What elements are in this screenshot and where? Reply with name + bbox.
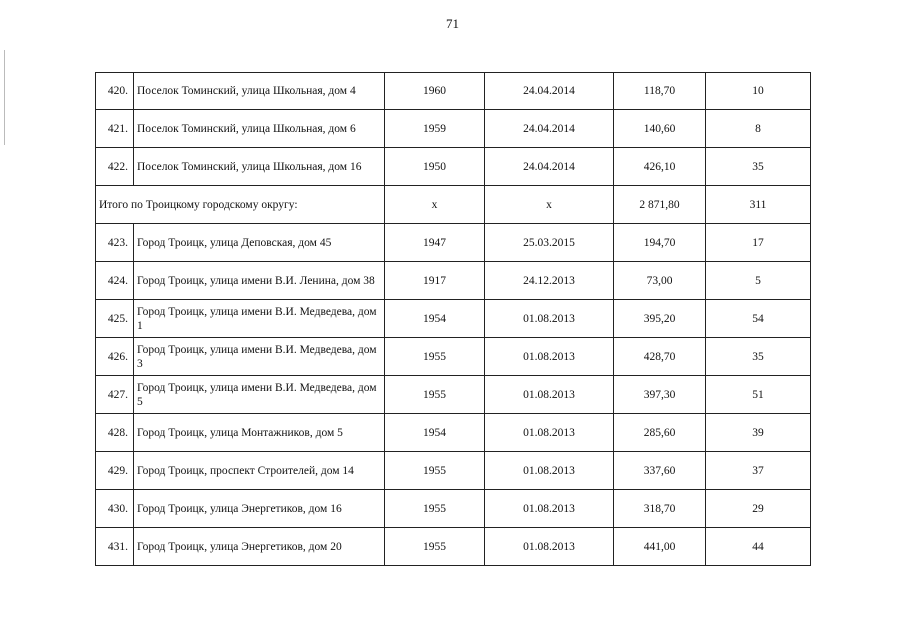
row-number: 429. xyxy=(96,452,134,490)
subtotal-area: 2 871,80 xyxy=(614,186,706,224)
row-year: 1950 xyxy=(385,148,485,186)
row-address: Город Троицк, улица Деповская, дом 45 xyxy=(134,224,385,262)
row-address: Город Троицк, улица имени В.И. Медведева, дом 5 xyxy=(134,376,385,414)
row-residents: 5 xyxy=(706,262,811,300)
row-address: Город Троицк, улица имени В.И. Медведева, дом 3 xyxy=(134,338,385,376)
row-number: 425. xyxy=(96,300,134,338)
row-number: 422. xyxy=(96,148,134,186)
row-number: 420. xyxy=(96,73,134,110)
row-number: 431. xyxy=(96,528,134,566)
row-address: Город Троицк, улица Монтажников, дом 5 xyxy=(134,414,385,452)
row-year: 1917 xyxy=(385,262,485,300)
table-row xyxy=(96,528,811,566)
row-residents: 35 xyxy=(706,338,811,376)
row-address: Город Троицк, улица Энергетиков, дом 20 xyxy=(134,528,385,566)
row-date: 01.08.2013 xyxy=(485,490,614,528)
table-row xyxy=(96,338,811,376)
row-address: Город Троицк, улица имени В.И. Ленина, дом 38 xyxy=(134,262,385,300)
row-address: Поселок Томинский, улица Школьная, дом 16 xyxy=(134,148,385,186)
row-residents: 51 xyxy=(706,376,811,414)
row-year: 1955 xyxy=(385,338,485,376)
table-row xyxy=(96,262,811,300)
row-area: 285,60 xyxy=(614,414,706,452)
row-date: 01.08.2013 xyxy=(485,528,614,566)
row-date: 01.08.2013 xyxy=(485,300,614,338)
row-year: 1955 xyxy=(385,490,485,528)
table-row xyxy=(96,110,811,148)
row-residents: 8 xyxy=(706,110,811,148)
row-address: Город Троицк, улица имени В.И. Медведева, дом 1 xyxy=(134,300,385,338)
row-area: 140,60 xyxy=(614,110,706,148)
row-address: Поселок Томинский, улица Школьная, дом 6 xyxy=(134,110,385,148)
row-area: 73,00 xyxy=(614,262,706,300)
row-address: Поселок Томинский, улица Школьная, дом 4 xyxy=(134,73,385,110)
row-date: 24.12.2013 xyxy=(485,262,614,300)
row-date: 24.04.2014 xyxy=(485,110,614,148)
row-year: 1960 xyxy=(385,73,485,110)
row-residents: 39 xyxy=(706,414,811,452)
row-date: 01.08.2013 xyxy=(485,414,614,452)
row-area: 395,20 xyxy=(614,300,706,338)
row-residents: 10 xyxy=(706,73,811,110)
row-address: Город Троицк, улица Энергетиков, дом 16 xyxy=(134,490,385,528)
subtotal-date: х xyxy=(485,186,614,224)
row-year: 1954 xyxy=(385,414,485,452)
table-row xyxy=(96,148,811,186)
row-number: 430. xyxy=(96,490,134,528)
row-residents: 44 xyxy=(706,528,811,566)
row-residents: 37 xyxy=(706,452,811,490)
subtotal-label: Итого по Троицкому городскому округу: xyxy=(96,186,385,224)
row-number: 427. xyxy=(96,376,134,414)
row-date: 01.08.2013 xyxy=(485,338,614,376)
table-row xyxy=(96,414,811,452)
row-year: 1959 xyxy=(385,110,485,148)
page-number: 71 xyxy=(446,16,459,31)
row-number: 426. xyxy=(96,338,134,376)
row-year: 1955 xyxy=(385,376,485,414)
table-row xyxy=(96,73,811,110)
row-number: 424. xyxy=(96,262,134,300)
row-address: Город Троицк, проспект Строителей, дом 14 xyxy=(134,452,385,490)
table-row xyxy=(96,224,811,262)
row-year: 1954 xyxy=(385,300,485,338)
row-date: 01.08.2013 xyxy=(485,376,614,414)
table-row xyxy=(96,376,811,414)
row-date: 01.08.2013 xyxy=(485,452,614,490)
row-area: 397,30 xyxy=(614,376,706,414)
row-area: 337,60 xyxy=(614,452,706,490)
row-date: 25.03.2015 xyxy=(485,224,614,262)
row-area: 118,70 xyxy=(614,73,706,110)
row-number: 428. xyxy=(96,414,134,452)
subtotal-residents: 311 xyxy=(706,186,811,224)
row-date: 24.04.2014 xyxy=(485,73,614,110)
row-area: 441,00 xyxy=(614,528,706,566)
row-year: 1955 xyxy=(385,528,485,566)
row-area: 318,70 xyxy=(614,490,706,528)
row-year: 1947 xyxy=(385,224,485,262)
row-year: 1955 xyxy=(385,452,485,490)
row-date: 24.04.2014 xyxy=(485,148,614,186)
subtotal-row xyxy=(96,186,811,224)
row-residents: 17 xyxy=(706,224,811,262)
subtotal-year: х xyxy=(385,186,485,224)
row-residents: 29 xyxy=(706,490,811,528)
row-area: 426,10 xyxy=(614,148,706,186)
row-residents: 54 xyxy=(706,300,811,338)
table-row xyxy=(96,300,811,338)
row-area: 194,70 xyxy=(614,224,706,262)
row-residents: 35 xyxy=(706,148,811,186)
table-row xyxy=(96,490,811,528)
table-row xyxy=(96,452,811,490)
row-area: 428,70 xyxy=(614,338,706,376)
margin-line xyxy=(4,50,5,145)
row-number: 423. xyxy=(96,224,134,262)
row-number: 421. xyxy=(96,110,134,148)
registry-table xyxy=(95,72,811,566)
